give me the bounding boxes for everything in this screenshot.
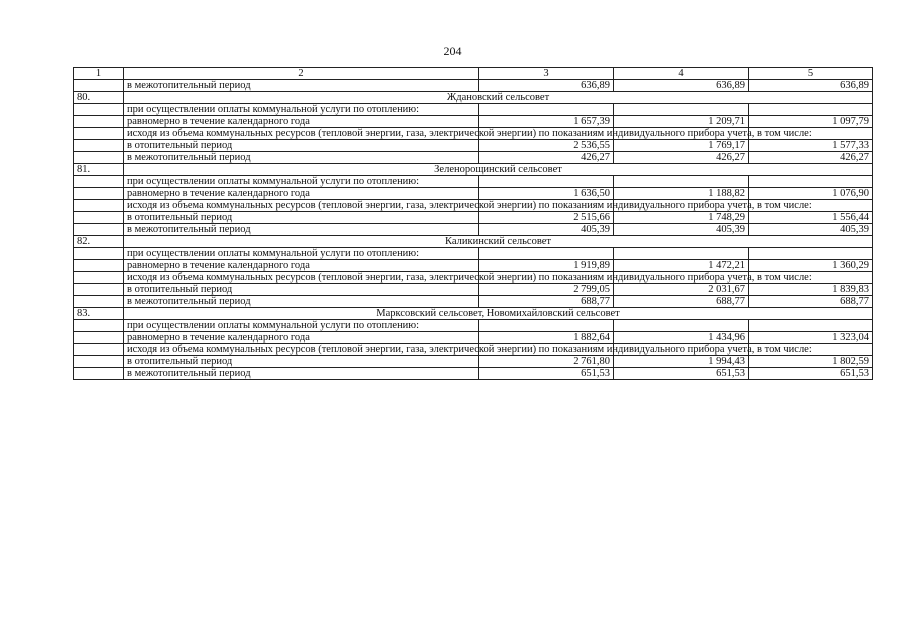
- row-label: в межотопительный период: [124, 224, 479, 236]
- value-cell: [749, 248, 873, 260]
- table-row: [74, 188, 873, 200]
- value-cell: 2 031,67: [614, 284, 749, 296]
- value-cell: 688,77: [614, 296, 749, 308]
- row-number-cell: [74, 80, 124, 92]
- row-number-cell: [74, 260, 124, 272]
- table-row: [74, 116, 873, 128]
- table-row: [74, 212, 873, 224]
- row-number-cell: [74, 140, 124, 152]
- table-row: [74, 200, 873, 212]
- value-cell: 1 577,33: [749, 140, 873, 152]
- row-number-cell: [74, 188, 124, 200]
- value-cell: [614, 248, 749, 260]
- column-header-row: [74, 68, 873, 80]
- value-cell: 651,53: [614, 368, 749, 380]
- section-name: Марксовский сельсовет, Новомихайловский сельсовет: [124, 308, 873, 320]
- row-label: в межотопительный период: [124, 368, 479, 380]
- value-cell: 405,39: [479, 224, 614, 236]
- value-cell: 2 761,80: [479, 356, 614, 368]
- row-number-cell: [74, 224, 124, 236]
- row-number-cell: [74, 272, 124, 284]
- row-label: в отопительный период: [124, 212, 479, 224]
- table-row: [74, 152, 873, 164]
- row-label: при осуществлении оплаты коммунальной услуги по отоплению:: [124, 176, 479, 188]
- table-row: [74, 176, 873, 188]
- value-cell: 1 076,90: [749, 188, 873, 200]
- row-number-cell: [74, 128, 124, 140]
- row-label: равномерно в течение календарного года: [124, 116, 479, 128]
- row-number-cell: [74, 248, 124, 260]
- value-cell: [479, 104, 614, 116]
- table-row: [74, 272, 873, 284]
- table-row: [74, 104, 873, 116]
- row-number-cell: [74, 104, 124, 116]
- table-row: [74, 356, 873, 368]
- section-header-row: [74, 92, 873, 104]
- value-cell: [749, 104, 873, 116]
- row-number-cell: [74, 356, 124, 368]
- table-row: [74, 128, 873, 140]
- tariff-table: [73, 67, 873, 380]
- value-cell: 2 515,66: [479, 212, 614, 224]
- row-number-cell: [74, 116, 124, 128]
- value-cell: 1 323,04: [749, 332, 873, 344]
- section-number: 83.: [74, 308, 124, 320]
- section-header-row: [74, 164, 873, 176]
- value-cell: 426,27: [479, 152, 614, 164]
- table-row: [74, 260, 873, 272]
- value-cell: 1 769,17: [614, 140, 749, 152]
- row-label: исходя из объема коммунальных ресурсов (тепловой энергии, газа, электрической энергии) по показаниям индивидуального прибора учета, в том числе:: [124, 200, 479, 212]
- value-cell: 1 802,59: [749, 356, 873, 368]
- value-cell: 651,53: [749, 368, 873, 380]
- row-number-cell: [74, 200, 124, 212]
- row-label: исходя из объема коммунальных ресурсов (тепловой энергии, газа, электрической энергии) по показаниям индивидуального прибора учета, в том числе:: [124, 272, 479, 284]
- value-cell: 1 556,44: [749, 212, 873, 224]
- row-label: равномерно в течение календарного года: [124, 260, 479, 272]
- row-number-cell: [74, 296, 124, 308]
- row-label: исходя из объема коммунальных ресурсов (тепловой энергии, газа, электрической энергии) по показаниям индивидуального прибора учета, в том числе:: [124, 344, 479, 356]
- table-row: [74, 320, 873, 332]
- value-cell: [479, 320, 614, 332]
- row-label: равномерно в течение календарного года: [124, 332, 479, 344]
- value-cell: 1 748,29: [614, 212, 749, 224]
- value-cell: 636,89: [749, 80, 873, 92]
- value-cell: [749, 176, 873, 188]
- value-cell: 651,53: [479, 368, 614, 380]
- value-cell: 636,89: [479, 80, 614, 92]
- value-cell: [614, 104, 749, 116]
- value-cell: [614, 320, 749, 332]
- value-cell: 688,77: [749, 296, 873, 308]
- table-row: [74, 368, 873, 380]
- value-cell: [614, 176, 749, 188]
- section-number: 80.: [74, 92, 124, 104]
- column-header: 4: [614, 68, 749, 80]
- row-label: при осуществлении оплаты коммунальной услуги по отоплению:: [124, 248, 479, 260]
- value-cell: 426,27: [614, 152, 749, 164]
- row-number-cell: [74, 284, 124, 296]
- table-row: [74, 140, 873, 152]
- value-cell: 1 434,96: [614, 332, 749, 344]
- page-number: 204: [443, 44, 462, 58]
- column-header: 1: [74, 68, 124, 80]
- table-row: [74, 296, 873, 308]
- table-row: [74, 344, 873, 356]
- table-row: [74, 284, 873, 296]
- row-label: при осуществлении оплаты коммунальной услуги по отоплению:: [124, 104, 479, 116]
- value-cell: 1 188,82: [614, 188, 749, 200]
- value-cell: 1 472,21: [614, 260, 749, 272]
- value-cell: [479, 176, 614, 188]
- row-number-cell: [74, 212, 124, 224]
- row-number-cell: [74, 176, 124, 188]
- row-number-cell: [74, 368, 124, 380]
- row-label: в отопительный период: [124, 140, 479, 152]
- value-cell: 2 536,55: [479, 140, 614, 152]
- value-cell: 1 839,83: [749, 284, 873, 296]
- value-cell: 1 994,43: [614, 356, 749, 368]
- value-cell: 636,89: [614, 80, 749, 92]
- row-label: в отопительный период: [124, 356, 479, 368]
- row-label: в отопительный период: [124, 284, 479, 296]
- row-label: равномерно в течение календарного года: [124, 188, 479, 200]
- table-row: [74, 80, 873, 92]
- column-header: 5: [749, 68, 873, 80]
- section-header-row: [74, 236, 873, 248]
- value-cell: 1 882,64: [479, 332, 614, 344]
- value-cell: [749, 320, 873, 332]
- table-row: [74, 332, 873, 344]
- row-number-cell: [74, 152, 124, 164]
- row-label: в межотопительный период: [124, 152, 479, 164]
- row-number-cell: [74, 332, 124, 344]
- row-number-cell: [74, 344, 124, 356]
- value-cell: 405,39: [749, 224, 873, 236]
- section-header-row: [74, 308, 873, 320]
- value-cell: 688,77: [479, 296, 614, 308]
- section-number: 82.: [74, 236, 124, 248]
- section-number: 81.: [74, 164, 124, 176]
- value-cell: 2 799,05: [479, 284, 614, 296]
- section-name: Ждановский сельсовет: [124, 92, 873, 104]
- table-row: [74, 248, 873, 260]
- value-cell: 1 360,29: [749, 260, 873, 272]
- value-cell: 1 919,89: [479, 260, 614, 272]
- table-row: [74, 224, 873, 236]
- value-cell: 1 657,39: [479, 116, 614, 128]
- row-label: в межотопительный период: [124, 296, 479, 308]
- column-header: 3: [479, 68, 614, 80]
- row-label: исходя из объема коммунальных ресурсов (тепловой энергии, газа, электрической энергии) по показаниям индивидуального прибора учета, в том числе:: [124, 128, 479, 140]
- row-label: в межотопительный период: [124, 80, 479, 92]
- value-cell: 1 097,79: [749, 116, 873, 128]
- value-cell: 1 209,71: [614, 116, 749, 128]
- value-cell: [479, 248, 614, 260]
- row-label: при осуществлении оплаты коммунальной услуги по отоплению:: [124, 320, 479, 332]
- value-cell: 1 636,50: [479, 188, 614, 200]
- section-name: Зеленорощинский сельсовет: [124, 164, 873, 176]
- row-number-cell: [74, 320, 124, 332]
- column-header: 2: [124, 68, 479, 80]
- value-cell: 426,27: [749, 152, 873, 164]
- value-cell: 405,39: [614, 224, 749, 236]
- section-name: Каликинский сельсовет: [124, 236, 873, 248]
